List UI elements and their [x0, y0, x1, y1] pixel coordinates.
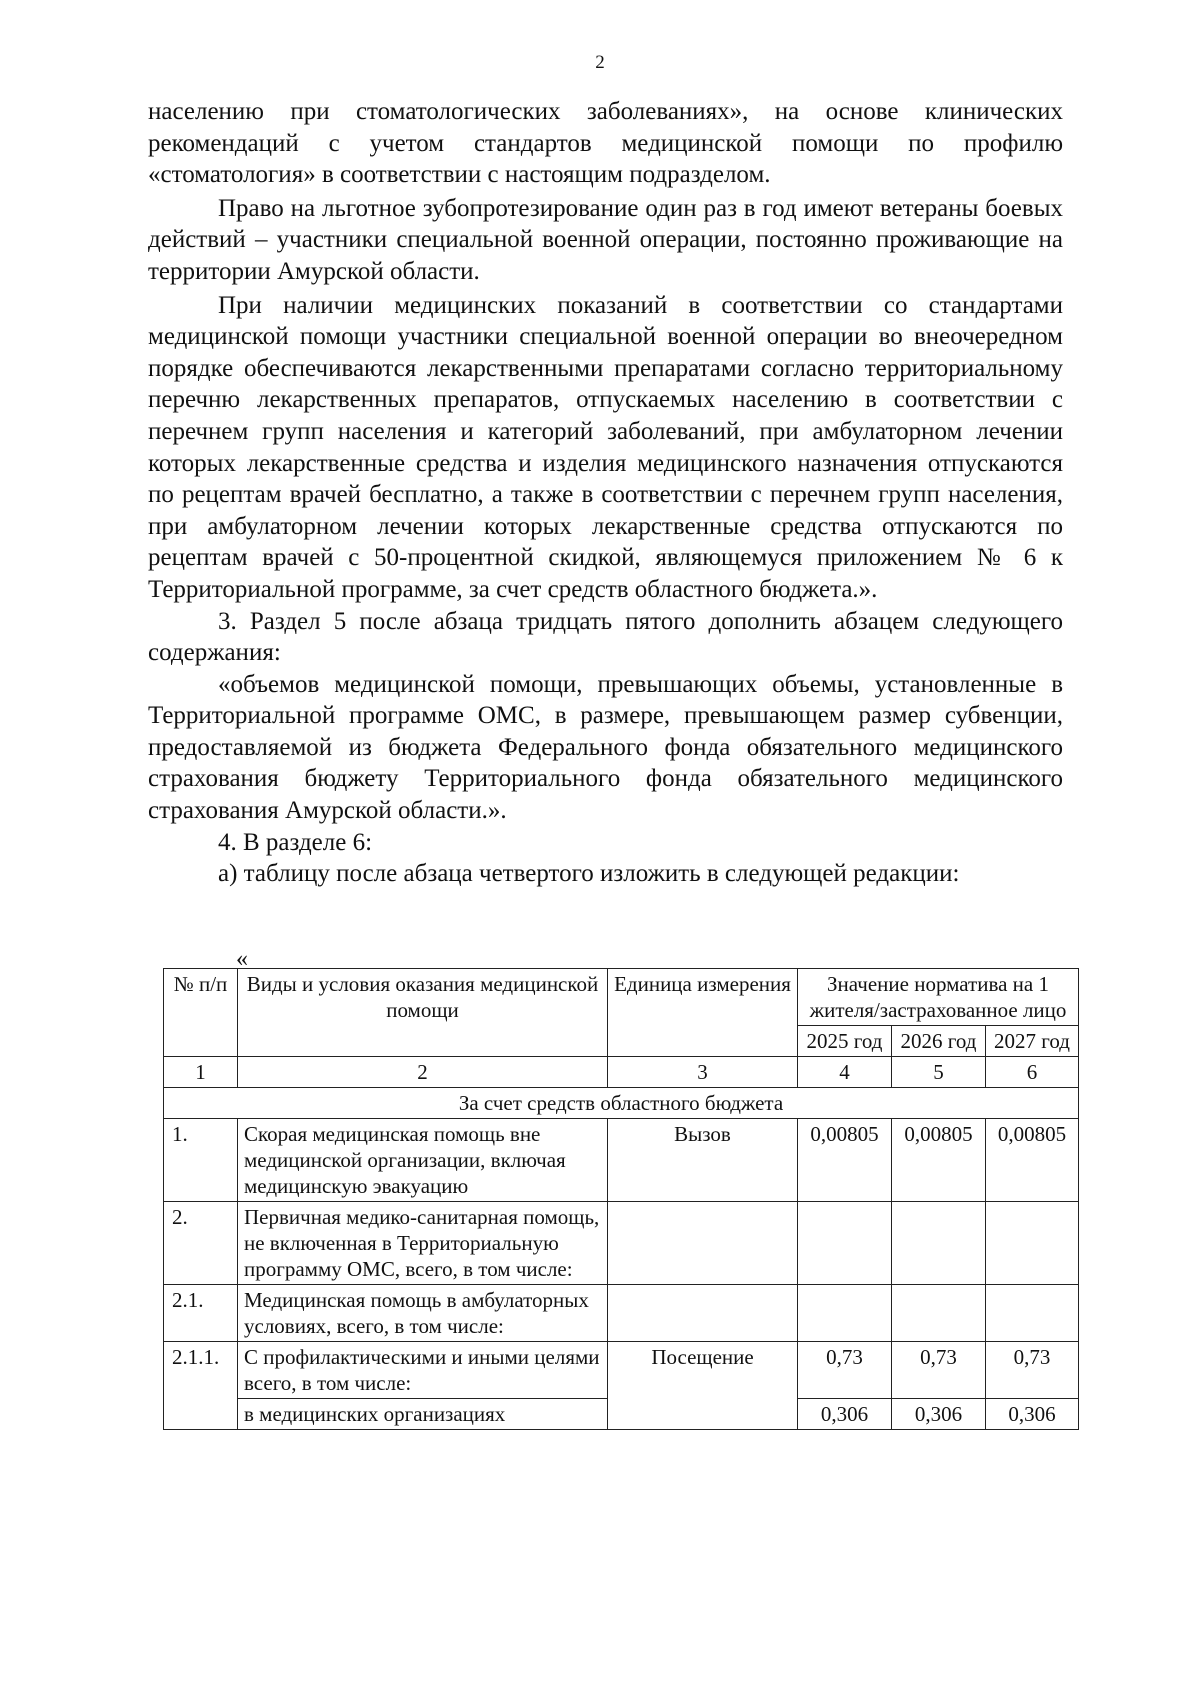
header-year-2025: 2025 год	[798, 1026, 892, 1057]
table-row	[164, 1119, 1079, 1202]
header-year-2027: 2027 год	[986, 1026, 1079, 1057]
row-value-2026	[892, 1285, 986, 1342]
table-column-numbers-row	[164, 1057, 1079, 1088]
row-index: 2.1.	[164, 1285, 238, 1342]
col-number: 3	[608, 1057, 798, 1088]
row-name: Медицинская помощь в амбулаторных условиях, всего, в том числе:	[238, 1285, 608, 1342]
table-row	[164, 1342, 1079, 1399]
paragraph-6: 4. В разделе 6:	[218, 828, 373, 856]
header-norm: Значение норматива на 1 жителя/застрахованное лицо	[798, 969, 1079, 1026]
table-row	[164, 1202, 1079, 1285]
row-value-2026: 0,00805	[892, 1119, 986, 1202]
paragraph-4: 3. Раздел 5 после абзаца тридцать пятого дополнить абзацем следующего содержания:	[148, 607, 1063, 667]
section-title: За счет средств областного бюджета	[164, 1088, 1079, 1119]
table-row	[164, 1285, 1079, 1342]
row-value-2027: 0,00805	[986, 1119, 1079, 1202]
row-value-2025	[798, 1202, 892, 1285]
row-unit: Вызов	[608, 1119, 798, 1202]
row-index: 2.	[164, 1202, 238, 1285]
document-body	[148, 96, 1063, 890]
row-value-2025: 0,306	[798, 1399, 892, 1430]
row-index: 1.	[164, 1119, 238, 1202]
row-value-2027: 0,306	[986, 1399, 1079, 1430]
row-name: Скорая медицинская помощь вне медицинской организации, включая медицинскую эвакуацию	[238, 1119, 608, 1202]
row-name: в медицинских организациях	[238, 1399, 608, 1430]
row-value-2027: 0,73	[986, 1342, 1079, 1399]
paragraph-5: «объемов медицинской помощи, превышающих объемы, установленные в Территориальной программе ОМС, в размере, превышающем размер субвенции, предоставляемой из бюджета Федерального фонда обязательного медицинского страхования бюджету Территориального фонда обязательного медицинского страхования Амурской области.».	[148, 670, 1063, 825]
row-value-2025: 0,00805	[798, 1119, 892, 1202]
norms-table	[163, 968, 1079, 1430]
table-section-row	[164, 1088, 1079, 1119]
paragraph-2: Право на льготное зубопротезирование один раз в год имеют ветераны боевых действий – участники специальной военной операции, постоянно проживающие на территории Амурской области.	[148, 194, 1063, 285]
row-value-2026	[892, 1202, 986, 1285]
col-number: 4	[798, 1057, 892, 1088]
row-index: 2.1.1.	[164, 1342, 238, 1430]
row-unit: Посещение	[608, 1342, 798, 1430]
col-number: 5	[892, 1057, 986, 1088]
row-unit	[608, 1285, 798, 1342]
col-number: 2	[238, 1057, 608, 1088]
row-value-2025: 0,73	[798, 1342, 892, 1399]
paragraph-1: населению при стоматологических заболеваниях», на основе клинических рекомендаций с учетом стандартов медицинской помощи по профилю «стоматология» в соответствии с настоящим подразделом.	[148, 98, 1063, 189]
page-number: 2	[595, 52, 605, 73]
row-value-2025	[798, 1285, 892, 1342]
header-type: Виды и условия оказания медицинской помощи	[238, 969, 608, 1057]
row-unit	[608, 1202, 798, 1285]
col-number: 1	[164, 1057, 238, 1088]
header-unit: Единица измерения	[608, 969, 798, 1057]
row-value-2027	[986, 1285, 1079, 1342]
row-value-2026: 0,73	[892, 1342, 986, 1399]
row-value-2026: 0,306	[892, 1399, 986, 1430]
row-value-2027	[986, 1202, 1079, 1285]
opening-quote: «	[236, 946, 248, 972]
header-num: № п/п	[164, 969, 238, 1057]
paragraph-3: При наличии медицинских показаний в соответствии со стандартами медицинской помощи участники специальной военной операции во внеочередном порядке обеспечиваются лекарственными препаратами согласно территориальному перечню лекарственных препаратов, отпускаемых населению в соответствии с перечнем групп населения и категорий заболеваний, при амбулаторном лечении которых лекарственные средства и изделия медицинского назначения отпускаются по рецептам врачей бесплатно, а также в соответствии с перечнем групп населения, при амбулаторном лечении которых лекарственные средства отпускаются по рецептам врачей с 50-процентной скидкой, являющемуся приложением № 6 к Территориальной программе, за счет средств областного бюджета.».	[148, 291, 1063, 603]
row-name: С профилактическими и иными целями всего, в том числе:	[238, 1342, 608, 1399]
col-number: 6	[986, 1057, 1079, 1088]
header-year-2026: 2026 год	[892, 1026, 986, 1057]
row-name: Первичная медико-санитарная помощь, не включенная в Территориальную программу ОМС, всего, в том числе:	[238, 1202, 608, 1285]
paragraph-7: а) таблицу после абзаца четвертого изложить в следующей редакции:	[218, 860, 960, 888]
table-header-row	[164, 969, 1079, 1026]
